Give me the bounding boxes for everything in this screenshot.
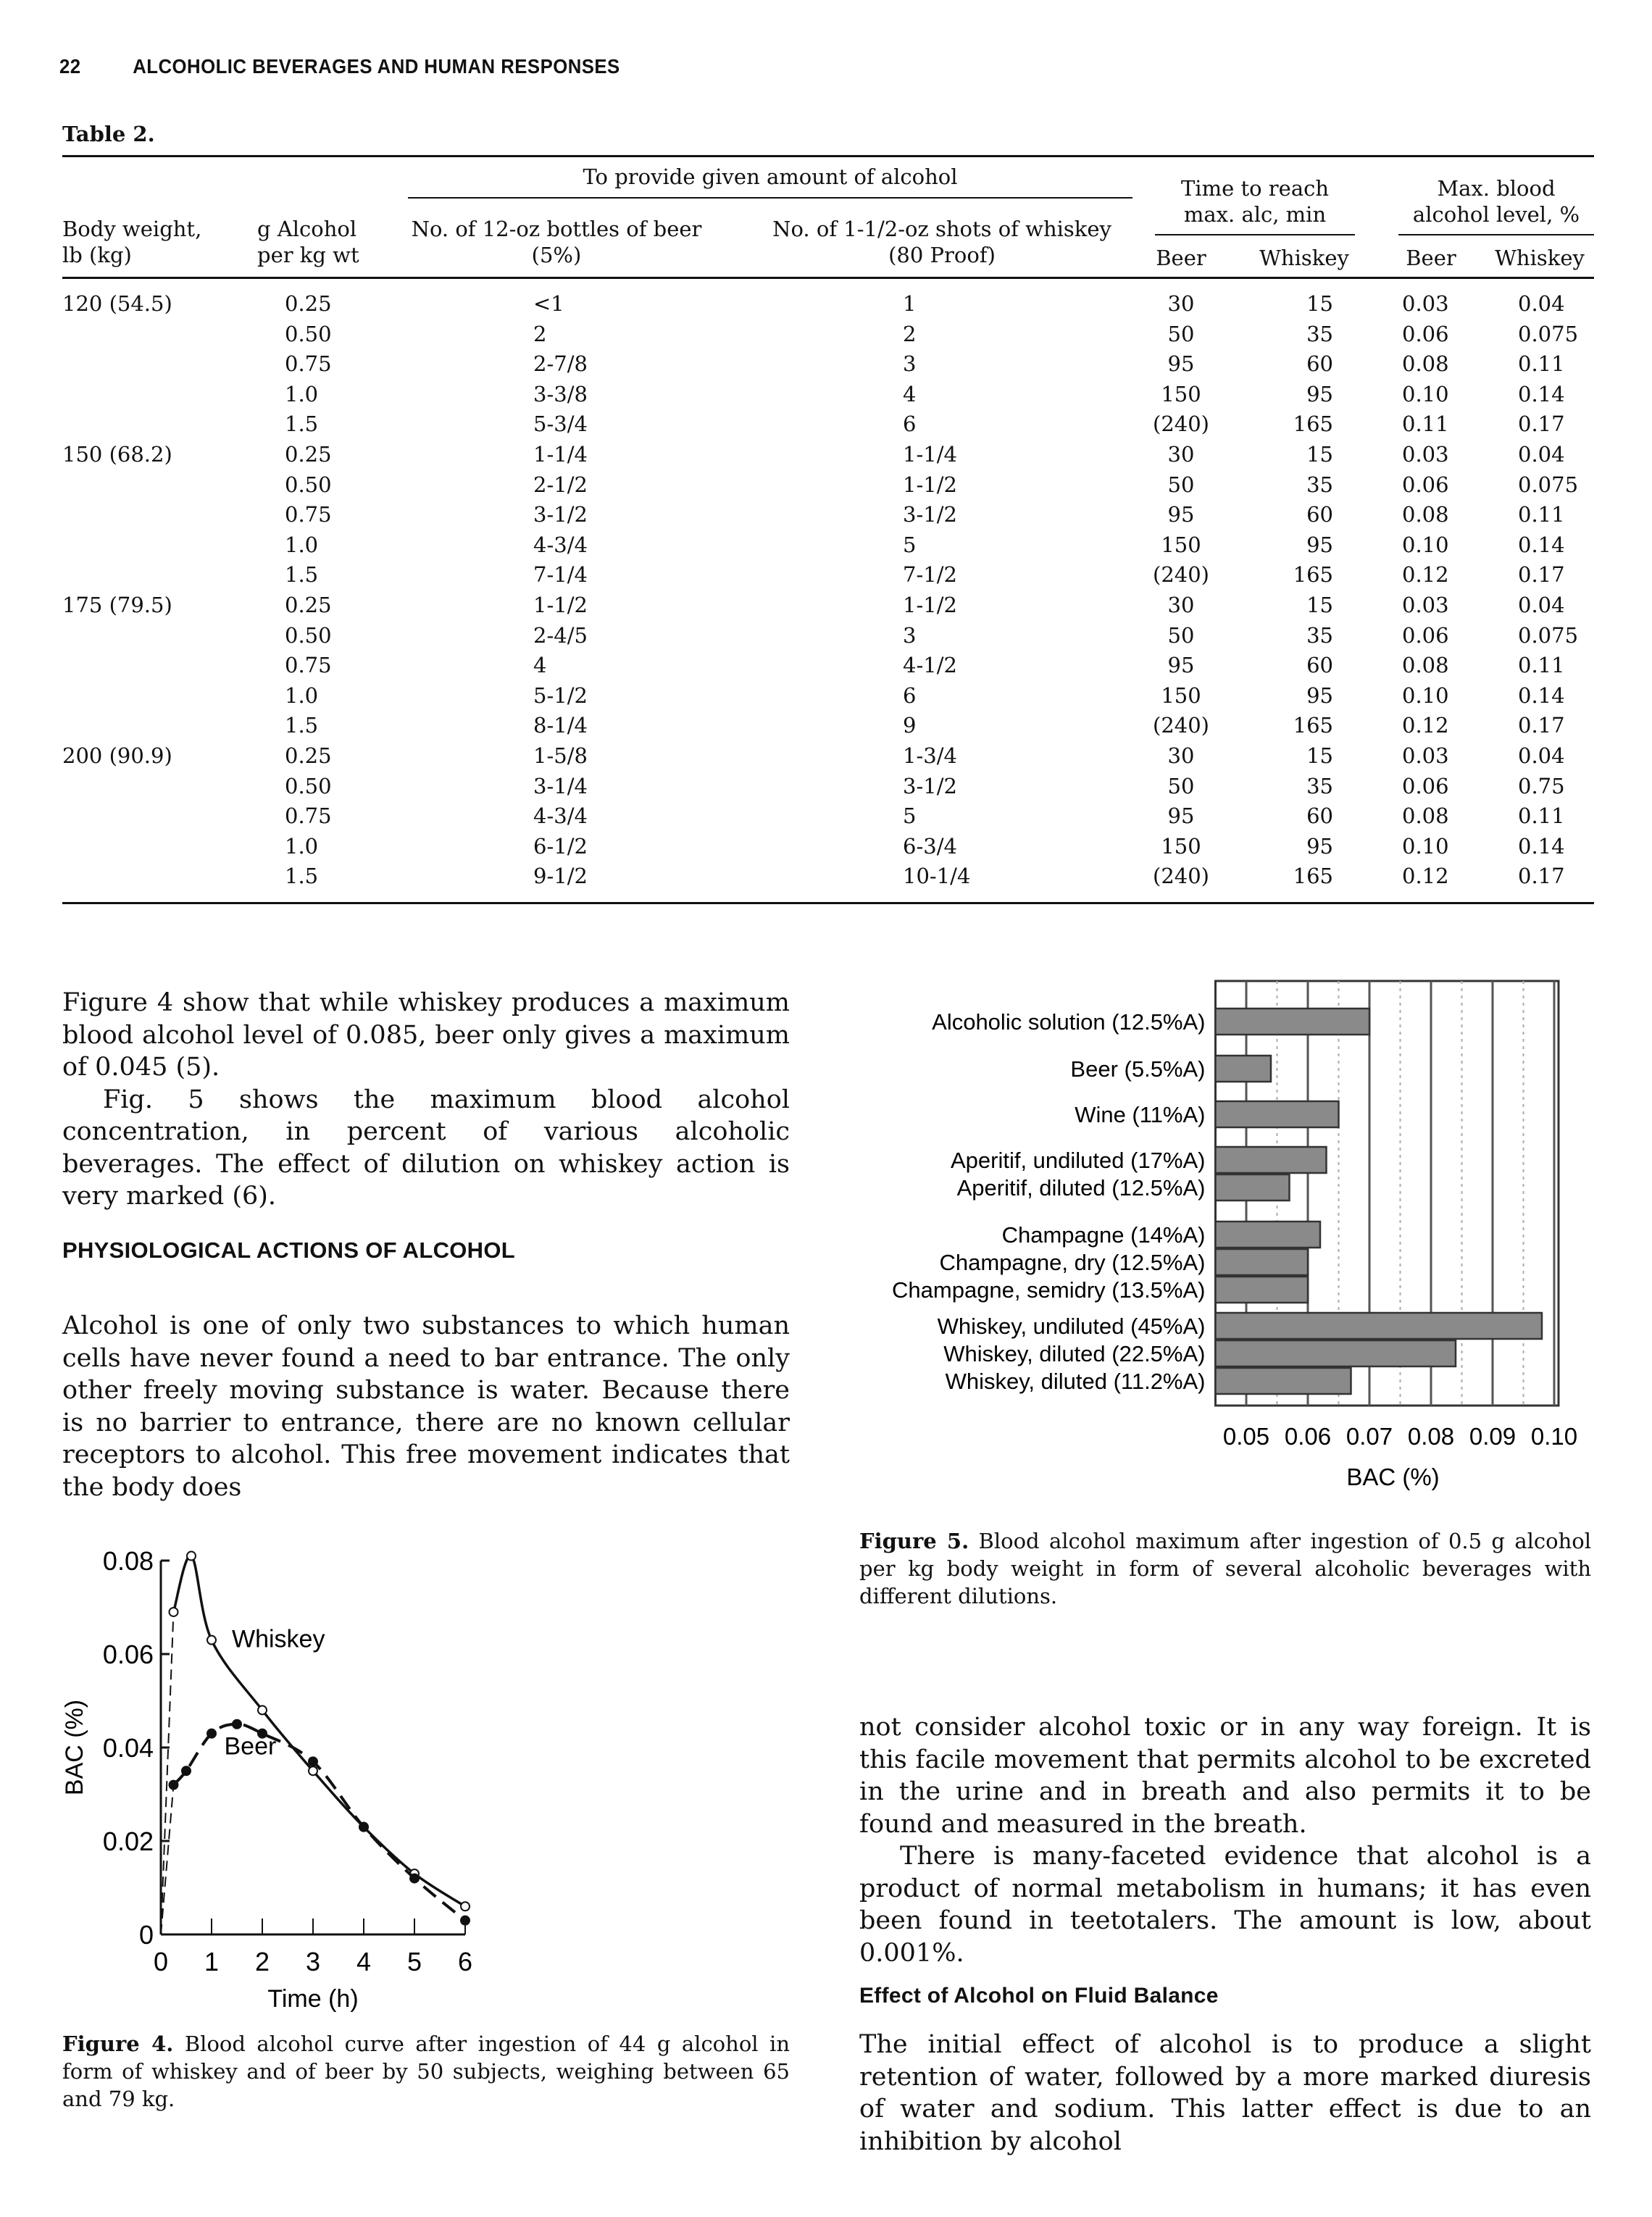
cell-g-alcohol: 1.5 xyxy=(285,713,319,738)
y-tick-label: 0.08 xyxy=(102,1546,154,1576)
filled-circle-marker-icon xyxy=(182,1766,191,1775)
cell-g-alcohol: 0.25 xyxy=(285,743,332,768)
figure-4-line-chart xyxy=(51,1536,804,2043)
cell-whiskey-shots: 5 xyxy=(903,803,917,828)
cell-time-beer: 30 xyxy=(1167,593,1195,617)
bar-label: Whiskey, undiluted (45%A) xyxy=(937,1314,1206,1339)
cell-body-weight: 175 (79.5) xyxy=(62,593,172,617)
cell-beer-bottles: 5-1/2 xyxy=(533,683,588,708)
cell-time-beer: 50 xyxy=(1167,774,1195,798)
cell-max-whiskey: 0.04 xyxy=(1518,593,1565,617)
bar xyxy=(1216,1249,1309,1275)
x-tick-label: 0.08 xyxy=(1407,1423,1455,1450)
cell-max-beer: 0.08 xyxy=(1402,502,1449,527)
cell-time-whiskey: 35 xyxy=(1306,322,1333,346)
figure-5-bar-chart xyxy=(855,971,1609,1507)
x-axis-label: Time (h) xyxy=(267,1985,359,2013)
cell-time-beer: 95 xyxy=(1167,803,1195,828)
cell-max-beer: 0.08 xyxy=(1402,653,1449,677)
open-circle-marker-icon xyxy=(207,1636,216,1645)
cell-time-whiskey: 15 xyxy=(1306,291,1333,316)
bar-label: Champagne (14%A) xyxy=(1001,1222,1206,1248)
table-bottom-rule xyxy=(62,902,1594,904)
cell-beer-bottles: 3-3/8 xyxy=(533,382,588,406)
cell-max-beer: 0.10 xyxy=(1402,834,1449,859)
bar-label: Whiskey, diluted (22.5%A) xyxy=(943,1341,1206,1366)
cell-time-beer: 30 xyxy=(1167,743,1195,768)
cell-max-whiskey: 0.11 xyxy=(1518,502,1565,527)
cell-whiskey-shots: 5 xyxy=(903,533,917,557)
cell-whiskey-shots: 1-1/4 xyxy=(903,442,957,467)
cell-max-whiskey: 0.075 xyxy=(1518,623,1579,648)
x-axis-label: BAC (%) xyxy=(1346,1464,1440,1490)
cell-max-whiskey: 0.11 xyxy=(1518,653,1565,677)
cell-g-alcohol: 1.5 xyxy=(285,562,319,587)
cell-beer-bottles: 2-7/8 xyxy=(533,351,588,376)
cell-time-whiskey: 95 xyxy=(1306,834,1333,859)
cell-time-whiskey: 15 xyxy=(1306,442,1333,467)
y-tick-label: 0.02 xyxy=(102,1826,154,1856)
cell-whiskey-shots: 6 xyxy=(903,683,917,708)
cell-beer-bottles: 8-1/4 xyxy=(533,713,588,738)
page-number: 22 xyxy=(59,55,81,78)
paragraph: Fig. 5 shows the maximum blood alcohol concentration, in percent of various alcoholic beverages. The effect of dilution on whiskey action is very marked (6). xyxy=(62,1085,790,1211)
cell-max-whiskey: 0.75 xyxy=(1518,774,1565,798)
cell-max-beer: 0.10 xyxy=(1402,533,1449,557)
paragraph: There is many-faceted evidence that alcohol is a product of normal metabolism in humans; it has even been found in teetotalers. The amount is low, about 0.001%. xyxy=(859,1842,1591,1968)
cell-beer-bottles: 2-4/5 xyxy=(533,623,588,648)
cell-time-whiskey: 35 xyxy=(1306,774,1333,798)
col-header-time-whiskey: Whiskey xyxy=(1259,246,1349,270)
filled-circle-marker-icon xyxy=(170,1781,178,1790)
paragraph: The initial effect of alcohol is to produce a slight retention of water, followed by a more marked diuresis of water and sodium. This latter effect is due to an inhibition by alcohol xyxy=(859,2030,1591,2156)
cell-beer-bottles: 1-5/8 xyxy=(533,743,588,768)
cell-whiskey-shots: 3 xyxy=(903,623,917,648)
cell-beer-bottles: 1-1/2 xyxy=(533,593,588,617)
paragraph: Alcohol is one of only two substances to which human cells have never found a need to bar entrance. The only other freely moving substance is water. Because there is no barrier to entrance, there are no known cellular receptors to alcohol. This free movement indicates that the body does xyxy=(62,1311,790,1502)
open-circle-marker-icon xyxy=(258,1705,267,1714)
bar-label: Champagne, semidry (13.5%A) xyxy=(892,1277,1206,1303)
cell-time-beer: 150 xyxy=(1161,834,1201,859)
cell-whiskey-shots: 3 xyxy=(903,351,917,376)
cell-time-beer: 95 xyxy=(1167,653,1195,677)
cell-beer-bottles: 3-1/2 xyxy=(533,502,588,527)
bar xyxy=(1216,1101,1339,1127)
paragraph: Figure 4 show that while whiskey produces a maximum blood alcohol level of 0.085, beer only gives a maximum of 0.045 (5). xyxy=(62,988,790,1082)
cell-time-whiskey: 165 xyxy=(1293,713,1333,738)
cell-max-whiskey: 0.17 xyxy=(1518,412,1565,436)
col-header-max-2: alcohol level, % xyxy=(1412,202,1580,227)
cell-body-weight: 120 (54.5) xyxy=(62,291,172,316)
y-tick-label: 0 xyxy=(138,1920,154,1950)
cell-max-beer: 0.12 xyxy=(1402,713,1449,738)
x-tick-label: 1 xyxy=(204,1947,220,1976)
cell-max-whiskey: 0.04 xyxy=(1518,291,1565,316)
cell-beer-bottles: 4-3/4 xyxy=(533,803,588,828)
cell-max-beer: 0.06 xyxy=(1402,774,1449,798)
cell-time-whiskey: 165 xyxy=(1293,412,1333,436)
cell-g-alcohol: 1.5 xyxy=(285,864,319,888)
bar xyxy=(1216,1174,1290,1201)
x-tick-label: 0.09 xyxy=(1469,1423,1517,1450)
open-circle-marker-icon xyxy=(309,1766,317,1775)
cell-time-whiskey: 60 xyxy=(1306,803,1333,828)
cell-beer-bottles: 4 xyxy=(533,653,547,677)
subsection-heading: Effect of Alcohol on Fluid Balance xyxy=(859,1984,1219,2008)
cell-time-beer: 150 xyxy=(1161,533,1201,557)
cell-g-alcohol: 0.25 xyxy=(285,291,332,316)
cell-max-beer: 0.08 xyxy=(1402,803,1449,828)
cell-whiskey-shots: 1-3/4 xyxy=(903,743,957,768)
x-tick-label: 0.10 xyxy=(1530,1423,1578,1450)
cell-max-beer: 0.03 xyxy=(1402,593,1449,617)
cell-whiskey-shots: 6 xyxy=(903,412,917,436)
cell-time-whiskey: 95 xyxy=(1306,382,1333,406)
cell-max-whiskey: 0.17 xyxy=(1518,864,1565,888)
cell-time-whiskey: 165 xyxy=(1293,864,1333,888)
bar-label: Whiskey, diluted (11.2%A) xyxy=(945,1369,1206,1394)
figure-4-caption xyxy=(62,2030,790,2113)
cell-beer-bottles: 4-3/4 xyxy=(533,533,588,557)
caption-text: Blood alcohol curve after ingestion of 44 g alcohol in form of whiskey and of beer by 50 subjects, weighing between 65 and 79 kg. xyxy=(62,2032,790,2111)
cell-beer-bottles: 9-1/2 xyxy=(533,864,588,888)
cell-g-alcohol: 1.0 xyxy=(285,834,319,859)
cell-time-beer: 50 xyxy=(1167,322,1195,346)
table-title: Table 2. xyxy=(62,122,155,146)
cell-g-alcohol: 0.25 xyxy=(285,442,332,467)
caption-label: Figure 5. xyxy=(859,1529,969,1553)
caption-label: Figure 4. xyxy=(62,2032,174,2056)
cell-g-alcohol: 0.50 xyxy=(285,774,332,798)
left-body-top xyxy=(62,987,790,1213)
cell-time-whiskey: 15 xyxy=(1306,743,1333,768)
cell-time-beer: 30 xyxy=(1167,291,1195,316)
cell-g-alcohol: 1.0 xyxy=(285,683,319,708)
cell-time-whiskey: 165 xyxy=(1293,562,1333,587)
open-circle-marker-icon xyxy=(187,1552,196,1561)
x-tick-label: 0.07 xyxy=(1346,1423,1393,1450)
cell-whiskey-shots: 3-1/2 xyxy=(903,502,957,527)
cell-max-whiskey: 0.075 xyxy=(1518,472,1579,497)
filled-circle-marker-icon xyxy=(461,1916,470,1925)
cell-time-whiskey: 35 xyxy=(1306,472,1333,497)
open-circle-marker-icon xyxy=(170,1608,178,1616)
cell-whiskey-shots: 10-1/4 xyxy=(903,864,971,888)
filled-circle-marker-icon xyxy=(359,1823,368,1832)
cell-time-beer: 30 xyxy=(1167,442,1195,467)
cell-g-alcohol: 1.0 xyxy=(285,382,319,406)
cell-time-beer: 150 xyxy=(1161,382,1201,406)
paragraph: not consider alcohol toxic or in any way foreign. It is this facile movement that permits alcohol to be excreted in the urine and in breath and also permits it to be found and measured in the breath. xyxy=(859,1713,1591,1839)
group-rule xyxy=(408,197,1132,199)
cell-max-whiskey: 0.04 xyxy=(1518,442,1565,467)
cell-max-whiskey: 0.17 xyxy=(1518,713,1565,738)
filled-circle-marker-icon xyxy=(207,1729,216,1738)
bar-label: Aperitif, undiluted (17%A) xyxy=(950,1148,1206,1173)
cell-max-beer: 0.10 xyxy=(1402,382,1449,406)
col-header-max-1: Max. blood xyxy=(1437,176,1556,201)
cell-beer-bottles: 5-3/4 xyxy=(533,412,588,436)
max-rule xyxy=(1398,234,1594,235)
cell-time-whiskey: 95 xyxy=(1306,533,1333,557)
x-tick-label: 5 xyxy=(406,1947,422,1976)
cell-max-beer: 0.03 xyxy=(1402,442,1449,467)
time-rule xyxy=(1155,234,1355,235)
cell-time-beer: (240) xyxy=(1153,562,1209,587)
cell-max-beer: 0.03 xyxy=(1402,743,1449,768)
cell-body-weight: 150 (68.2) xyxy=(62,442,172,467)
cell-max-whiskey: 0.075 xyxy=(1518,322,1579,346)
x-tick-label: 4 xyxy=(356,1947,372,1976)
cell-max-whiskey: 0.14 xyxy=(1518,382,1565,406)
cell-beer-bottles: 2-1/2 xyxy=(533,472,588,497)
col-header-g-alcohol-1: g Alcohol xyxy=(257,217,357,241)
cell-max-beer: 0.10 xyxy=(1402,683,1449,708)
cell-time-whiskey: 95 xyxy=(1306,683,1333,708)
cell-beer-bottles: 2 xyxy=(533,322,547,346)
x-tick-label: 0 xyxy=(153,1947,169,1976)
header-bottom-rule xyxy=(62,277,1594,279)
col-header-whiskey-shots-2: (80 Proof) xyxy=(888,243,996,267)
cell-max-whiskey: 0.14 xyxy=(1518,533,1565,557)
col-header-max-beer: Beer xyxy=(1406,246,1456,270)
whiskey-curve xyxy=(174,1556,466,1906)
cell-time-whiskey: 15 xyxy=(1306,593,1333,617)
cell-whiskey-shots: 1-1/2 xyxy=(903,472,957,497)
cell-beer-bottles: 1-1/4 xyxy=(533,442,588,467)
table-top-rule xyxy=(62,155,1594,157)
cell-g-alcohol: 0.50 xyxy=(285,623,332,648)
col-header-beer-bottles-1: No. of 12-oz bottles of beer xyxy=(411,217,702,241)
cell-g-alcohol: 0.50 xyxy=(285,322,332,346)
cell-g-alcohol: 1.5 xyxy=(285,412,319,436)
bar-label: Aperitif, diluted (12.5%A) xyxy=(956,1175,1206,1201)
bar xyxy=(1216,1009,1370,1035)
cell-g-alcohol: 0.50 xyxy=(285,472,332,497)
cell-beer-bottles: <1 xyxy=(533,291,564,316)
col-header-whiskey-shots-1: No. of 1-1/2-oz shots of whiskey xyxy=(772,217,1111,241)
cell-beer-bottles: 3-1/4 xyxy=(533,774,588,798)
col-header-max-whiskey: Whiskey xyxy=(1495,246,1585,270)
cell-max-beer: 0.06 xyxy=(1402,623,1449,648)
cell-g-alcohol: 0.75 xyxy=(285,351,332,376)
cell-max-beer: 0.08 xyxy=(1402,351,1449,376)
bar xyxy=(1216,1277,1309,1303)
cell-g-alcohol: 0.75 xyxy=(285,653,332,677)
col-header-g-alcohol-2: per kg wt xyxy=(257,243,359,267)
cell-max-whiskey: 0.11 xyxy=(1518,351,1565,376)
x-tick-label: 0.06 xyxy=(1284,1423,1332,1450)
right-body-bottom xyxy=(859,2029,1591,2158)
cell-max-beer: 0.06 xyxy=(1402,322,1449,346)
filled-circle-marker-icon xyxy=(233,1720,241,1729)
cell-max-whiskey: 0.04 xyxy=(1518,743,1565,768)
cell-max-beer: 0.12 xyxy=(1402,864,1449,888)
cell-max-whiskey: 0.11 xyxy=(1518,803,1565,828)
filled-circle-marker-icon xyxy=(309,1757,317,1766)
cell-time-beer: 95 xyxy=(1167,502,1195,527)
cell-time-whiskey: 60 xyxy=(1306,351,1333,376)
col-header-time-beer: Beer xyxy=(1156,246,1206,270)
section-heading: PHYSIOLOGICAL ACTIONS OF ALCOHOL xyxy=(62,1237,516,1263)
caption-text: Blood alcohol maximum after ingestion of 0.5 g alcohol per kg body weight in form of several alcoholic beverages with different dilutions. xyxy=(859,1529,1592,1608)
cell-g-alcohol: 0.25 xyxy=(285,593,332,617)
cell-whiskey-shots: 2 xyxy=(903,322,917,346)
cell-time-beer: 50 xyxy=(1167,623,1195,648)
cell-max-whiskey: 0.17 xyxy=(1518,562,1565,587)
cell-whiskey-shots: 7-1/2 xyxy=(903,562,957,587)
bar-label: Wine (11%A) xyxy=(1075,1102,1206,1127)
cell-whiskey-shots: 9 xyxy=(903,713,917,738)
bar-label: Champagne, dry (12.5%A) xyxy=(939,1250,1206,1275)
cell-time-beer: (240) xyxy=(1153,713,1209,738)
running-head xyxy=(59,55,620,78)
left-body-bottom xyxy=(62,1310,790,1503)
cell-whiskey-shots: 6-3/4 xyxy=(903,834,957,859)
bar xyxy=(1216,1340,1456,1366)
cell-max-whiskey: 0.14 xyxy=(1518,683,1565,708)
col-header-beer-bottles-2: (5%) xyxy=(531,243,582,267)
bar xyxy=(1216,1368,1351,1394)
cell-whiskey-shots: 1 xyxy=(903,291,917,316)
cell-g-alcohol: 0.75 xyxy=(285,803,332,828)
y-axis-label: BAC (%) xyxy=(61,1699,88,1796)
cell-whiskey-shots: 3-1/2 xyxy=(903,774,957,798)
right-body-top xyxy=(859,1711,1591,1969)
cell-max-whiskey: 0.14 xyxy=(1518,834,1565,859)
running-title: ALCOHOLIC BEVERAGES AND HUMAN RESPONSES xyxy=(133,55,620,78)
cell-time-whiskey: 35 xyxy=(1306,623,1333,648)
open-circle-marker-icon xyxy=(461,1902,470,1911)
col-header-time-1: Time to reach xyxy=(1180,176,1330,201)
cell-time-beer: (240) xyxy=(1153,412,1209,436)
x-tick-label: 3 xyxy=(305,1947,321,1976)
cell-time-beer: 95 xyxy=(1167,351,1195,376)
group-header: To provide given amount of alcohol xyxy=(583,164,958,189)
cell-whiskey-shots: 4-1/2 xyxy=(903,653,957,677)
bar xyxy=(1216,1056,1272,1082)
cell-whiskey-shots: 1-1/2 xyxy=(903,593,957,617)
rise-line xyxy=(161,1785,174,1934)
filled-circle-marker-icon xyxy=(410,1874,419,1883)
cell-whiskey-shots: 4 xyxy=(903,382,917,406)
beer-curve xyxy=(174,1724,466,1921)
y-tick-label: 0.04 xyxy=(102,1733,154,1763)
whiskey-label: Whiskey xyxy=(232,1625,325,1653)
cell-beer-bottles: 6-1/2 xyxy=(533,834,588,859)
cell-time-beer: 150 xyxy=(1161,683,1201,708)
figure-5-caption xyxy=(859,1527,1591,1610)
col-header-time-2: max. alc, min xyxy=(1183,202,1327,227)
bar-label: Beer (5.5%A) xyxy=(1070,1056,1206,1082)
cell-g-alcohol: 0.75 xyxy=(285,502,332,527)
x-tick-label: 2 xyxy=(254,1947,270,1976)
cell-beer-bottles: 7-1/4 xyxy=(533,562,588,587)
col-header-body-weight-1: Body weight, xyxy=(62,217,202,241)
cell-max-beer: 0.06 xyxy=(1402,472,1449,497)
x-tick-label: 0.05 xyxy=(1222,1423,1270,1450)
rise-line xyxy=(161,1612,174,1934)
cell-time-beer: 50 xyxy=(1167,472,1195,497)
col-header-body-weight-2: lb (kg) xyxy=(62,243,132,267)
cell-time-whiskey: 60 xyxy=(1306,653,1333,677)
cell-max-beer: 0.12 xyxy=(1402,562,1449,587)
cell-max-beer: 0.03 xyxy=(1402,291,1449,316)
beer-label: Beer xyxy=(224,1732,277,1761)
bar xyxy=(1216,1147,1327,1173)
x-tick-label: 6 xyxy=(457,1947,473,1976)
bar-label: Alcoholic solution (12.5%A) xyxy=(932,1009,1206,1035)
cell-time-beer: (240) xyxy=(1153,864,1209,888)
cell-max-beer: 0.11 xyxy=(1402,412,1449,436)
cell-g-alcohol: 1.0 xyxy=(285,533,319,557)
bar xyxy=(1216,1313,1543,1339)
cell-body-weight: 200 (90.9) xyxy=(62,743,172,768)
y-tick-label: 0.06 xyxy=(102,1640,154,1669)
cell-time-whiskey: 60 xyxy=(1306,502,1333,527)
bar xyxy=(1216,1222,1321,1248)
